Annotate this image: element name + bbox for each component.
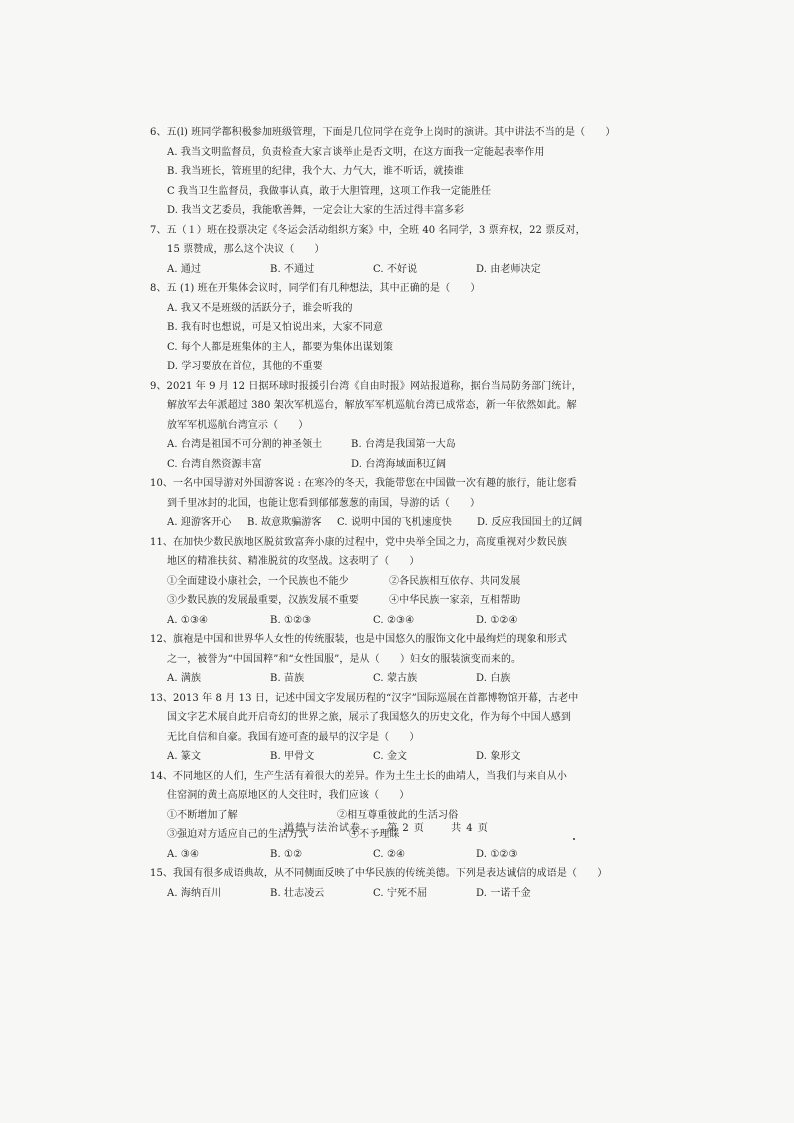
question-stem-continued: 无比自信和自豪。我国有迹可查的最早的汉字是（ ） (167, 731, 420, 743)
option-c: C 我当卫生监督员，我做事认真，敢于大胆管理，这项工作我一定能胜任 (167, 185, 492, 197)
option-b: B. 不通过 (270, 263, 315, 275)
question-stem: 8、五 (1) 班在开集体会议时，同学们有几种想法，其中正确的是（ ） (150, 283, 481, 294)
option-row (150, 669, 630, 689)
option-a: A. 我当文明监督员，负责检查大家言谈举止是否文明，在这方面我一定能起表率作用 (167, 146, 545, 158)
option-b: B. 甲骨文 (270, 751, 315, 762)
question-11 (150, 533, 630, 631)
question-13 (150, 689, 630, 767)
question-8 (150, 279, 630, 377)
question-10 (150, 474, 630, 533)
question-stem: 6、五(l) 班同学都积极参加班级管理，下面是几位同学在竞争上岗时的演讲。其中讲法不当的是（ ） (150, 127, 616, 138)
option-d: D. 我当文艺委员，我能歌善舞，一定会让大家的生活过得丰富多彩 (167, 205, 465, 216)
option-row (150, 435, 630, 455)
option-c: C. 不好说 (373, 263, 418, 275)
option-d: D. ①②③ (476, 848, 518, 860)
question-stem: 15、我国有很多成语典故，从不同侧面反映了中华民族的传统美德。下列是表达诚信的成语是（ ） (150, 868, 608, 879)
question-stem-continued: 到千里冰封的北国，也能让您看到郁郁葱葱的南国，导游的话（ ） (167, 497, 481, 509)
statement-2: ②各民族相互依存、共同发展 (389, 575, 521, 587)
question-stem-continued: 住窑洞的黄土高原地区的人交往时，我们应该（ ） (167, 790, 410, 801)
option-row (150, 513, 630, 533)
statement-2: ②相互尊重彼此的生活习俗 (337, 809, 459, 821)
statement-3: ③少数民族的发展最重要，汉族发展不重要 (167, 595, 359, 606)
option-d: D. 由老师决定 (476, 263, 541, 275)
statement-row (150, 572, 630, 592)
scan-speck (573, 838, 575, 840)
option-d: D. 台湾海域面积辽阔 (351, 458, 447, 470)
option-d: D. 白族 (476, 673, 511, 684)
option-c: C. 每个人都是班集体的主人，都要为集体出谋划策 (167, 341, 394, 353)
option-b: B. 台湾是我国第一大岛 (351, 439, 456, 450)
option-d: D. 一诺千金 (476, 887, 531, 899)
option-row (150, 884, 630, 904)
option-c: C. 说明中国的飞机速度快 (337, 517, 452, 528)
question-stem-continued: 15 票赞成，那么这个决议（ ） (167, 244, 325, 255)
footer-subject: 道德与法治试卷 (284, 823, 361, 834)
option-c: C. 台湾自然资源丰富 (167, 458, 262, 470)
option-row (150, 455, 630, 475)
option-d: D. 反应我国国土的辽阔 (477, 517, 583, 528)
option-row (150, 611, 630, 631)
question-stem: 9、2021 年 9 月 12 日据环球时报援引台湾《自由时报》网站报道称，据台当局防务部门统计， (150, 380, 582, 392)
option-c: C. 蒙古族 (373, 673, 418, 684)
question-stem-continued: 地区的精准扶贫、精准脱贫的攻坚战。这表明了（ ） (167, 556, 420, 567)
question-stem-continued: 国文字艺术展自此开启奇幻的世界之旅，展示了我国悠久的历史文化，作为每个中国人感到 (167, 712, 571, 723)
option-b: B. 我当班长，管班里的纪律，我个大、力气大，谁不听话，就揍谁 (167, 166, 464, 177)
footer-page-number: 第 2 页 (387, 823, 425, 834)
option-a: A. 海纳百川 (167, 887, 222, 899)
option-b: B. 我有时也想说，可是又怕说出来，大家不同意 (167, 322, 384, 333)
option-c: C. ②③④ (373, 614, 415, 626)
question-list (150, 123, 630, 903)
question-9 (150, 377, 630, 475)
option-d: D. 学习要放在首位，其他的不重要 (167, 361, 323, 372)
option-c: C. 宁死不屈 (373, 887, 428, 899)
option-b: B. ①② (270, 848, 303, 860)
option-c: C. ②④ (373, 848, 406, 860)
page-footer (284, 819, 511, 834)
footer-total-pages: 共 4 页 (451, 823, 489, 834)
question-stem: 10、一名中国导游对外国游客说 : 在寒冷的冬天，我能带您在中国做一次有趣的旅行，能让您看 (150, 478, 577, 489)
option-a: A. ③④ (167, 848, 200, 860)
option-b: B. 故意欺骗游客 (247, 517, 322, 528)
statement-4: ④不予理睬 (349, 829, 400, 840)
option-a: A. ①③④ (167, 614, 209, 626)
question-6 (150, 123, 630, 221)
statement-4: ④中华民族一家亲，互相帮助 (389, 595, 521, 606)
option-a: A. 台湾是祖国不可分割的神圣领土 (167, 439, 323, 450)
statement-1: ①全面建设小康社会，一个民族也不能少 (167, 575, 349, 587)
question-12 (150, 630, 630, 689)
question-stem: 14、不同地区的人们，生产生活有着很大的差异。作为土生土长的曲靖人，当我们与来自从小 (150, 770, 567, 782)
option-b: B. ①②③ (270, 614, 312, 626)
option-d: D. 象形文 (476, 751, 521, 762)
question-stem: 7、五（１）班在投票决定《冬运会活动组织方案》中，全班 40 名同学，3 票弃权，22 票反对， (150, 224, 586, 236)
option-a: A. 篆文 (167, 751, 202, 762)
option-a: A. 我又不是班级的活跃分子，谁会听我的 (167, 302, 353, 314)
question-15 (150, 864, 630, 903)
question-stem-continued: 之一，被誉为“中国国粹”和“女性国服”，是从（ ）妇女的服装演变而来的。 (167, 653, 522, 665)
statement-row (150, 591, 630, 611)
question-14 (150, 767, 630, 865)
option-row (150, 845, 630, 865)
question-stem-continued: 解放军去年派超过 380 架次军机巡台，解放军军机巡航台湾已成常态，新一年依然如此。解 (167, 400, 577, 411)
question-7 (150, 221, 630, 280)
option-b: B. 苗族 (270, 673, 305, 684)
question-stem: 13、2013 年 8 月 13 日，记述中国文字发展历程的“汉字”国际巡展在首都博物馆开幕，古老中 (150, 692, 579, 704)
option-a: A. 迎游客开心 (167, 517, 232, 528)
option-a: A. 满族 (167, 673, 202, 684)
option-a: A. 通过 (167, 263, 202, 275)
statement-3: ③强迫对方适应自己的生活方式 (167, 829, 309, 840)
option-row (150, 260, 630, 280)
option-row (150, 747, 630, 767)
option-d: D. ①②④ (476, 614, 518, 626)
statement-1: ①不断增加了解 (167, 809, 238, 821)
question-stem-continued: 放军军机巡航台湾宣示（ ） (167, 419, 309, 431)
option-c: C. 金文 (373, 751, 408, 762)
option-b: B. 壮志凌云 (270, 887, 325, 899)
question-stem: 12、旗袍是中国和世界华人女性的传统服装，也是中国悠久的服饰文化中最绚烂的现象和形式 (150, 634, 567, 645)
question-stem: 11、在加快少数民族地区脱贫致富奔小康的过程中，党中央举全国之力，高度重视对少数民族 (150, 536, 567, 548)
